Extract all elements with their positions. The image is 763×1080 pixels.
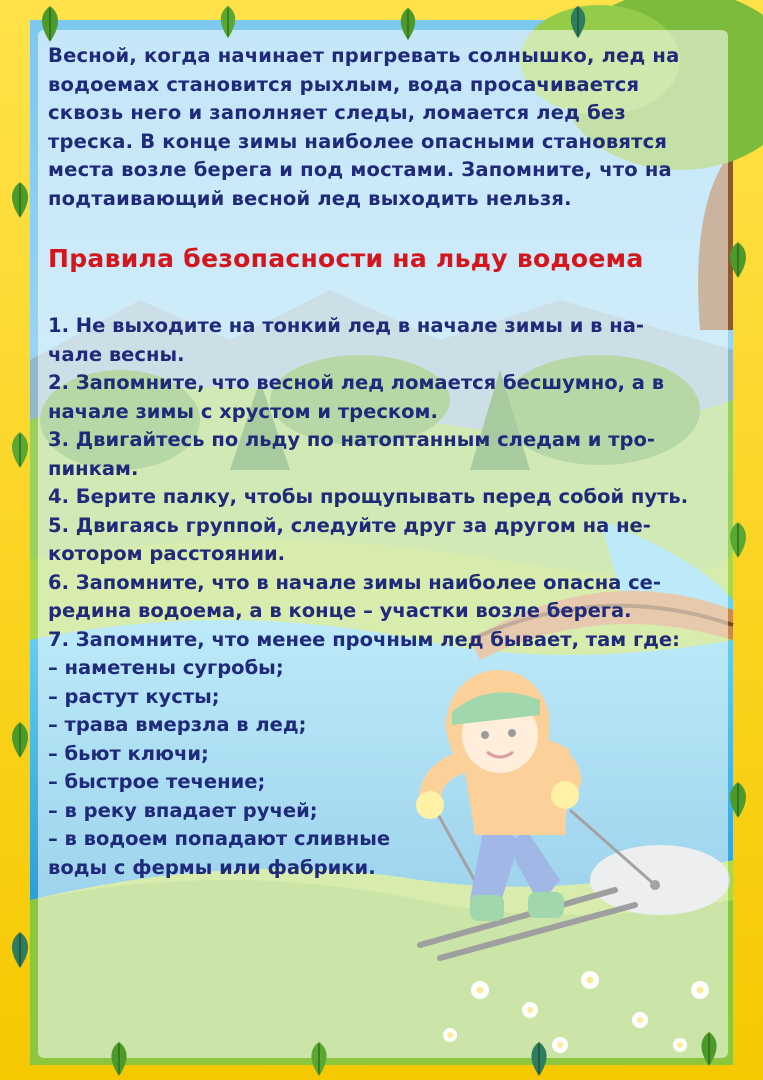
leaf-icon [30, 4, 70, 44]
rule-line: котором расстоянии. [48, 542, 286, 565]
rules-heading: Правила безопасности на льду водоема [48, 244, 644, 273]
leaf-icon [390, 6, 426, 42]
rule-line: 2. Запомните, что весной лед ломается бесшумно, а в [48, 371, 665, 394]
rule-line: 5. Двигаясь группой, следуйте друг за другом на не- [48, 513, 651, 537]
intro-paragraph: Весной, когда начинает пригревать солнышко, лед на водоемах становится рыхлым, вода просачивается сквозь него и заполняет следы, ломается лед без треска. В конце зимы наиболее опасными становятся места возле берега и под мостами. Запомните, что на подтаивающий весной лед выходить нельзя. [48, 44, 680, 210]
leaf-icon [718, 780, 758, 820]
rule-line: начале зимы с хрустом и треском. [48, 399, 438, 423]
rules-list [48, 312, 708, 882]
leaf-icon [0, 930, 40, 970]
leaf-icon [300, 1040, 338, 1078]
rule-line: – растут кусты; [48, 684, 220, 708]
rule-line: 7. Запомните, что менее прочным лед бывает, там где: [48, 627, 680, 651]
leaf-icon [210, 4, 246, 40]
rule-line: – трава вмерзла в лед; [48, 713, 307, 736]
leaf-icon [520, 1040, 558, 1078]
rule-line: – наметены сугробы; [48, 656, 284, 679]
leaf-icon [0, 720, 40, 760]
leaf-icon [718, 520, 758, 560]
rule-line: чале весны. [48, 342, 185, 366]
leaf-icon [0, 180, 40, 220]
rule-line: – в реку впадает ручей; [48, 798, 318, 822]
rule-line: воды с фермы или фабрики. [48, 855, 376, 879]
rule-line: – бьют ключи; [48, 741, 209, 765]
rule-line: редина водоема, а в конце – участки возле берега. [48, 599, 632, 622]
leaf-icon [560, 4, 596, 40]
rule-line: 6. Запомните, что в начале зимы наиболее опасна се- [48, 570, 661, 594]
rule-line: пинкам. [48, 456, 139, 480]
leaf-icon [0, 430, 40, 470]
rule-line: 4. Берите палку, чтобы прощупывать перед собой путь. [48, 485, 689, 508]
leaf-icon [100, 1040, 138, 1078]
rule-line: – в водоем попадают сливные [48, 827, 391, 850]
leaf-icon [690, 1030, 728, 1068]
rule-line: – быстрое течение; [48, 770, 266, 793]
rule-line: 1. Не выходите на тонкий лед в начале зимы и в на- [48, 314, 645, 337]
rule-line: 3. Двигайтесь по льду по натоптанным следам и тро- [48, 428, 656, 451]
leaf-icon [718, 240, 758, 280]
